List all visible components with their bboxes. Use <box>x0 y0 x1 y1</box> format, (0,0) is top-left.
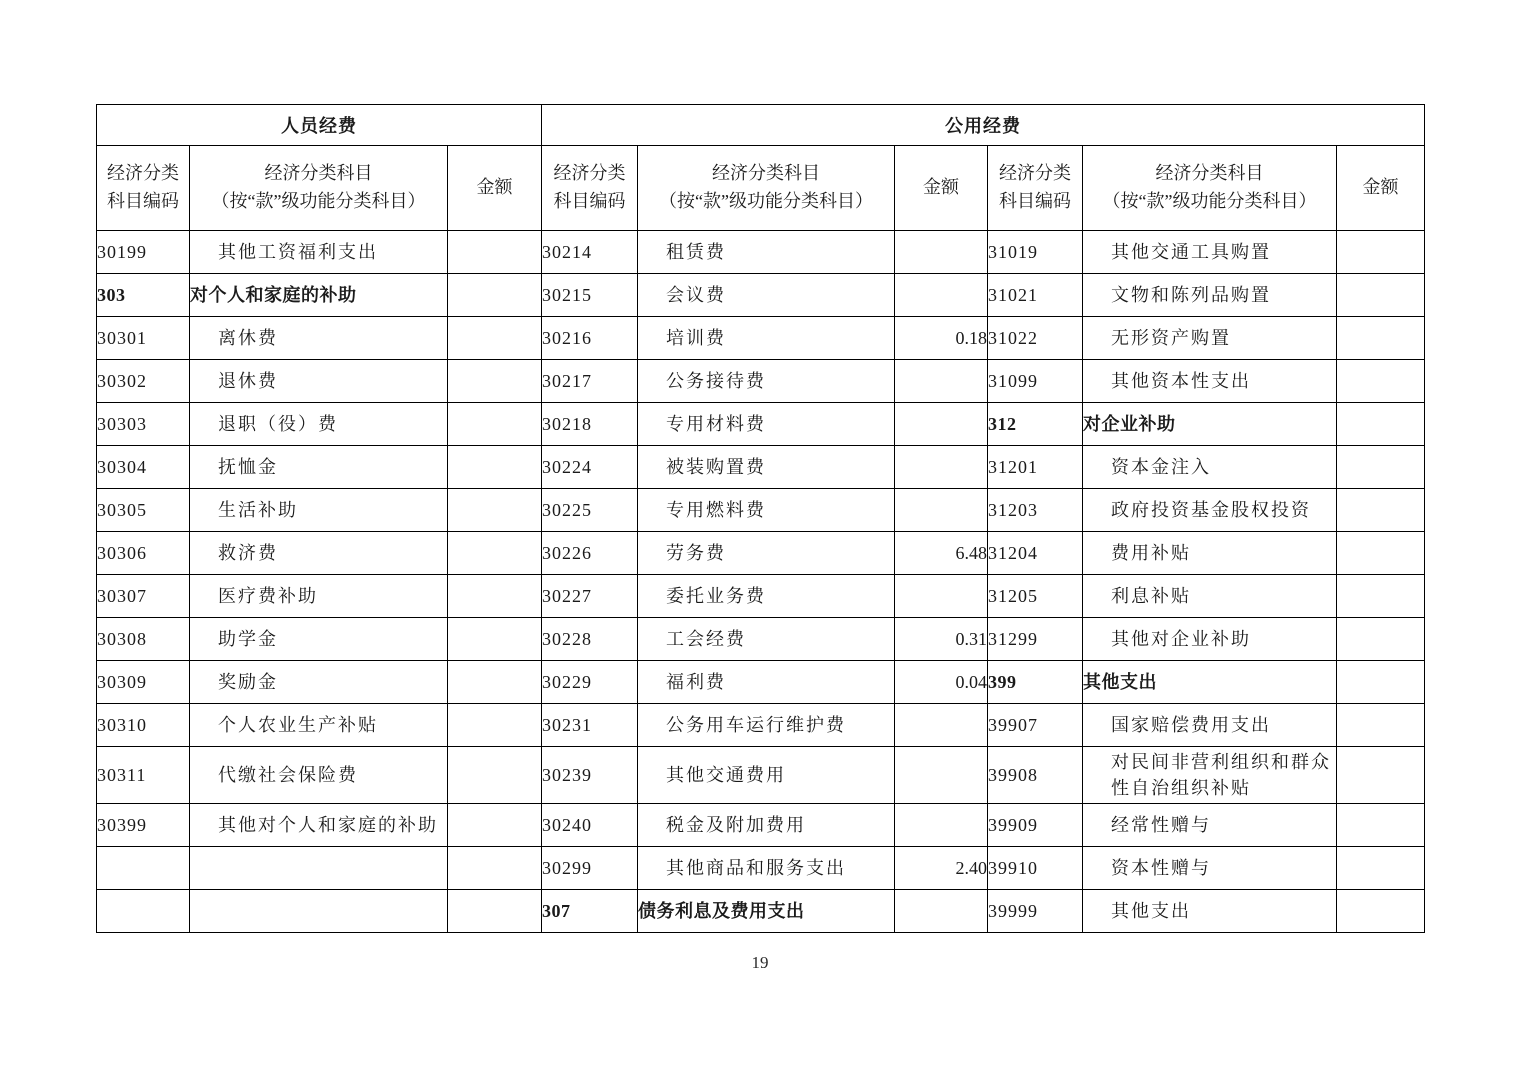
amount-cell <box>448 747 542 804</box>
code-cell: 30224 <box>542 446 638 489</box>
section-header-public: 公用经费 <box>542 105 1425 146</box>
code-cell: 303 <box>97 274 190 317</box>
code-cell: 30303 <box>97 403 190 446</box>
subject-cell: 其他资本性支出 <box>1083 360 1337 403</box>
amount-cell <box>895 704 988 747</box>
subject-cell: 其他支出 <box>1083 890 1337 933</box>
amount-cell: 6.48 <box>895 532 988 575</box>
amount-cell <box>448 847 542 890</box>
subject-cell: 退休费 <box>190 360 448 403</box>
subject-cell: 工会经费 <box>638 618 895 661</box>
code-cell: 30310 <box>97 704 190 747</box>
subject-cell: 费用补贴 <box>1083 532 1337 575</box>
col-header-subject-line1: 经济分类科目 <box>264 163 373 184</box>
code-cell: 30299 <box>542 847 638 890</box>
code-cell: 30311 <box>97 747 190 804</box>
code-cell: 31204 <box>988 532 1083 575</box>
code-cell: 30215 <box>542 274 638 317</box>
col-header-subject-2 <box>638 146 895 231</box>
code-cell: 31099 <box>988 360 1083 403</box>
code-cell: 30399 <box>97 804 190 847</box>
subject-cell: 资本金注入 <box>1083 446 1337 489</box>
table-row <box>97 274 1425 317</box>
column-header-row <box>97 146 1425 231</box>
code-cell: 399 <box>988 661 1083 704</box>
code-cell: 30304 <box>97 446 190 489</box>
code-cell: 30302 <box>97 360 190 403</box>
amount-cell <box>1337 661 1425 704</box>
col-header-code-3 <box>988 146 1083 231</box>
amount-cell <box>895 804 988 847</box>
code-cell: 30216 <box>542 317 638 360</box>
amount-cell <box>1337 317 1425 360</box>
col-header-code-2 <box>542 146 638 231</box>
code-cell: 39909 <box>988 804 1083 847</box>
amount-cell <box>1337 575 1425 618</box>
subject-cell: 其他支出 <box>1083 661 1337 704</box>
subject-cell: 劳务费 <box>638 532 895 575</box>
amount-cell <box>448 575 542 618</box>
col-header-code-line1: 经济分类 <box>999 163 1072 184</box>
code-cell: 30307 <box>97 575 190 618</box>
table-body <box>97 105 1425 933</box>
code-cell: 39907 <box>988 704 1083 747</box>
subject-cell: 退职（役）费 <box>190 403 448 446</box>
amount-cell <box>895 231 988 274</box>
subject-cell <box>190 890 448 933</box>
amount-cell <box>448 231 542 274</box>
table-row <box>97 704 1425 747</box>
table-row <box>97 489 1425 532</box>
code-cell <box>97 847 190 890</box>
amount-cell <box>1337 804 1425 847</box>
col-header-code-1 <box>97 146 190 231</box>
amount-cell <box>448 446 542 489</box>
code-cell: 30228 <box>542 618 638 661</box>
code-cell: 30226 <box>542 532 638 575</box>
subject-cell: 福利费 <box>638 661 895 704</box>
amount-cell <box>1337 532 1425 575</box>
subject-cell: 个人农业生产补贴 <box>190 704 448 747</box>
subject-cell: 会议费 <box>638 274 895 317</box>
col-header-subject-line2: （按“款”级功能分类科目） <box>1102 191 1317 211</box>
amount-cell <box>895 890 988 933</box>
table-row <box>97 890 1425 933</box>
code-cell: 30239 <box>542 747 638 804</box>
subject-cell: 对民间非营利组织和群众性自治组织补贴 <box>1083 747 1337 804</box>
table-row <box>97 403 1425 446</box>
table-row <box>97 747 1425 804</box>
subject-cell: 公务用车运行维护费 <box>638 704 895 747</box>
col-header-amount-3: 金额 <box>1337 146 1425 231</box>
code-cell: 30308 <box>97 618 190 661</box>
col-header-code-line2: 科目编码 <box>553 191 626 211</box>
subject-cell: 文物和陈列品购置 <box>1083 274 1337 317</box>
col-header-subject-line1: 经济分类科目 <box>1155 163 1264 184</box>
code-cell: 31019 <box>988 231 1083 274</box>
amount-cell <box>448 360 542 403</box>
subject-cell: 其他交通费用 <box>638 747 895 804</box>
amount-cell <box>448 804 542 847</box>
col-header-code-line1: 经济分类 <box>553 163 626 184</box>
subject-cell: 委托业务费 <box>638 575 895 618</box>
budget-economic-classification-table <box>96 104 1425 933</box>
amount-cell <box>1337 747 1425 804</box>
code-cell: 31299 <box>988 618 1083 661</box>
amount-cell <box>448 661 542 704</box>
amount-cell <box>448 532 542 575</box>
code-cell: 31205 <box>988 575 1083 618</box>
code-cell: 30305 <box>97 489 190 532</box>
subject-cell: 利息补贴 <box>1083 575 1337 618</box>
amount-cell <box>1337 360 1425 403</box>
col-header-subject-line2: （按“款”级功能分类科目） <box>211 191 426 211</box>
table-row <box>97 804 1425 847</box>
code-cell: 30240 <box>542 804 638 847</box>
amount-cell <box>448 317 542 360</box>
code-cell: 39908 <box>988 747 1083 804</box>
subject-cell: 其他交通工具购置 <box>1083 231 1337 274</box>
subject-cell: 医疗费补助 <box>190 575 448 618</box>
code-cell: 30309 <box>97 661 190 704</box>
col-header-subject-line1: 经济分类科目 <box>712 163 821 184</box>
table-row <box>97 446 1425 489</box>
subject-cell: 离休费 <box>190 317 448 360</box>
amount-cell <box>895 575 988 618</box>
col-header-code-line1: 经济分类 <box>107 163 179 184</box>
amount-cell <box>895 403 988 446</box>
code-cell: 30225 <box>542 489 638 532</box>
subject-cell: 培训费 <box>638 317 895 360</box>
table-row <box>97 231 1425 274</box>
code-cell: 39910 <box>988 847 1083 890</box>
code-cell: 30217 <box>542 360 638 403</box>
amount-cell <box>895 446 988 489</box>
subject-cell: 专用材料费 <box>638 403 895 446</box>
subject-cell: 专用燃料费 <box>638 489 895 532</box>
amount-cell <box>895 747 988 804</box>
amount-cell: 0.18 <box>895 317 988 360</box>
amount-cell <box>448 274 542 317</box>
table-row <box>97 847 1425 890</box>
amount-cell <box>448 618 542 661</box>
subject-cell: 税金及附加费用 <box>638 804 895 847</box>
section-header-personnel: 人员经费 <box>97 105 542 146</box>
amount-cell <box>448 704 542 747</box>
subject-cell: 其他工资福利支出 <box>190 231 448 274</box>
table-row <box>97 575 1425 618</box>
table-row <box>97 360 1425 403</box>
subject-cell: 无形资产购置 <box>1083 317 1337 360</box>
amount-cell <box>895 274 988 317</box>
table-row <box>97 661 1425 704</box>
amount-cell: 0.04 <box>895 661 988 704</box>
subject-cell: 公务接待费 <box>638 360 895 403</box>
col-header-amount-1: 金额 <box>448 146 542 231</box>
code-cell: 39999 <box>988 890 1083 933</box>
code-cell <box>97 890 190 933</box>
amount-cell <box>1337 847 1425 890</box>
col-header-subject-3 <box>1083 146 1337 231</box>
amount-cell <box>1337 403 1425 446</box>
code-cell: 312 <box>988 403 1083 446</box>
code-cell: 30227 <box>542 575 638 618</box>
code-cell: 30218 <box>542 403 638 446</box>
table-row <box>97 532 1425 575</box>
table-row <box>97 618 1425 661</box>
code-cell: 30199 <box>97 231 190 274</box>
code-cell: 307 <box>542 890 638 933</box>
subject-cell: 代缴社会保险费 <box>190 747 448 804</box>
subject-cell: 经常性赠与 <box>1083 804 1337 847</box>
amount-cell <box>1337 446 1425 489</box>
subject-cell: 资本性赠与 <box>1083 847 1337 890</box>
amount-cell <box>1337 274 1425 317</box>
page-number: 19 <box>751 953 769 972</box>
section-header-row <box>97 105 1425 146</box>
code-cell: 31203 <box>988 489 1083 532</box>
amount-cell <box>1337 231 1425 274</box>
amount-cell: 0.31 <box>895 618 988 661</box>
subject-cell: 对个人和家庭的补助 <box>190 274 448 317</box>
subject-cell: 其他商品和服务支出 <box>638 847 895 890</box>
code-cell: 31201 <box>988 446 1083 489</box>
subject-cell: 救济费 <box>190 532 448 575</box>
subject-cell: 对企业补助 <box>1083 403 1337 446</box>
code-cell: 30229 <box>542 661 638 704</box>
subject-cell: 国家赔偿费用支出 <box>1083 704 1337 747</box>
amount-cell <box>1337 489 1425 532</box>
subject-cell: 助学金 <box>190 618 448 661</box>
amount-cell <box>448 489 542 532</box>
subject-cell: 其他对企业补助 <box>1083 618 1337 661</box>
col-header-subject-1 <box>190 146 448 231</box>
col-header-amount-2: 金额 <box>895 146 988 231</box>
col-header-code-line2: 科目编码 <box>107 191 179 211</box>
code-cell: 30214 <box>542 231 638 274</box>
amount-cell <box>1337 704 1425 747</box>
code-cell: 31021 <box>988 274 1083 317</box>
amount-cell <box>895 489 988 532</box>
subject-cell: 生活补助 <box>190 489 448 532</box>
subject-cell <box>190 847 448 890</box>
subject-cell: 被装购置费 <box>638 446 895 489</box>
subject-cell: 政府投资基金股权投资 <box>1083 489 1337 532</box>
code-cell: 30306 <box>97 532 190 575</box>
col-header-code-line2: 科目编码 <box>999 191 1072 211</box>
amount-cell <box>1337 618 1425 661</box>
subject-cell: 债务利息及费用支出 <box>638 890 895 933</box>
subject-cell: 抚恤金 <box>190 446 448 489</box>
amount-cell <box>448 403 542 446</box>
amount-cell <box>895 360 988 403</box>
amount-cell <box>1337 890 1425 933</box>
subject-cell: 奖励金 <box>190 661 448 704</box>
table-row <box>97 317 1425 360</box>
code-cell: 30231 <box>542 704 638 747</box>
subject-cell: 租赁费 <box>638 231 895 274</box>
amount-cell <box>448 890 542 933</box>
amount-cell: 2.40 <box>895 847 988 890</box>
code-cell: 31022 <box>988 317 1083 360</box>
code-cell: 30301 <box>97 317 190 360</box>
subject-cell: 其他对个人和家庭的补助 <box>190 804 448 847</box>
col-header-subject-line2: （按“款”级功能分类科目） <box>659 191 874 211</box>
